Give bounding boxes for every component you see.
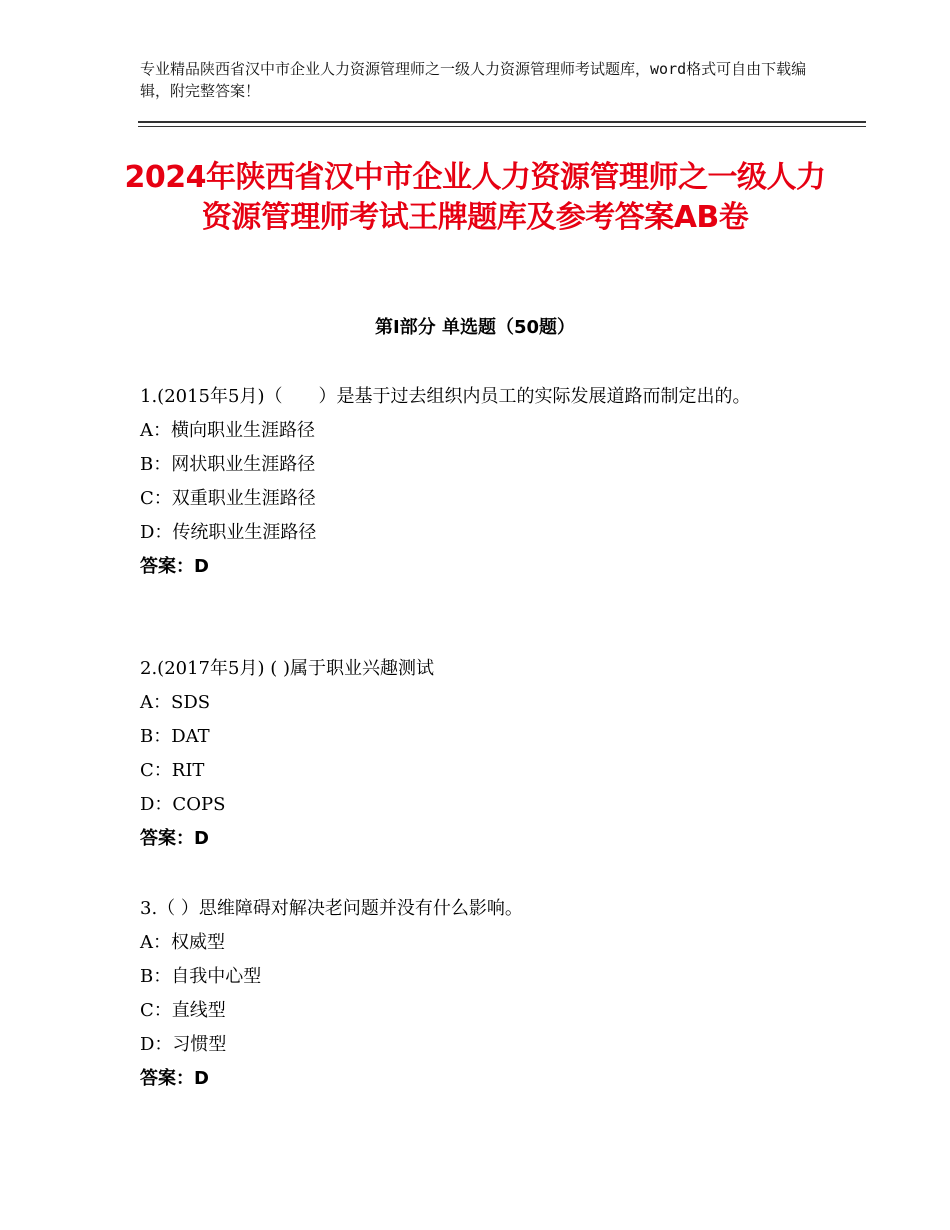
option-b: B：网状职业生涯路径 <box>140 454 316 475</box>
header-rule-thin <box>138 126 866 127</box>
option-a: A：SDS <box>140 692 211 713</box>
option-d: D：习惯型 <box>140 1034 227 1055</box>
header-rule-thick <box>138 121 866 123</box>
option-c: C：RIT <box>140 760 205 781</box>
option-b: B：自我中心型 <box>140 966 262 987</box>
option-c: C：直线型 <box>140 1000 226 1021</box>
question-stem: 1.(2015年5月)（ ）是基于过去组织内员工的实际发展道路而制定出的。 <box>140 386 751 407</box>
option-a: A：权威型 <box>140 932 225 953</box>
option-b: B：DAT <box>140 726 210 747</box>
option-d: D：传统职业生涯路径 <box>140 522 317 543</box>
question-stem: 3.（ ）思维障碍对解决老问题并没有什么影响。 <box>140 898 523 919</box>
question-stem: 2.(2017年5月) ( )属于职业兴趣测试 <box>140 658 434 679</box>
answer: 答案：D <box>140 828 209 849</box>
option-d: D：COPS <box>140 794 226 815</box>
question-2 <box>140 652 820 856</box>
question-1 <box>140 380 820 584</box>
answer: 答案：D <box>140 556 209 577</box>
question-3 <box>140 892 820 1096</box>
section-title: 第Ⅰ部分 单选题（50题） <box>374 317 575 338</box>
option-c: C：双重职业生涯路径 <box>140 488 316 509</box>
page-header-note: 专业精品陕西省汉中市企业人力资源管理师之一级人力资源管理师考试题库，word格式可自由下载编辑，附完整答案！ <box>140 60 807 100</box>
option-a: A：横向职业生涯路径 <box>140 420 315 441</box>
answer: 答案：D <box>140 1068 209 1089</box>
document-title: 2024年陕西省汉中市企业人力资源管理师之一级人力资源管理师考试王牌题库及参考答案AB卷 <box>124 160 826 235</box>
